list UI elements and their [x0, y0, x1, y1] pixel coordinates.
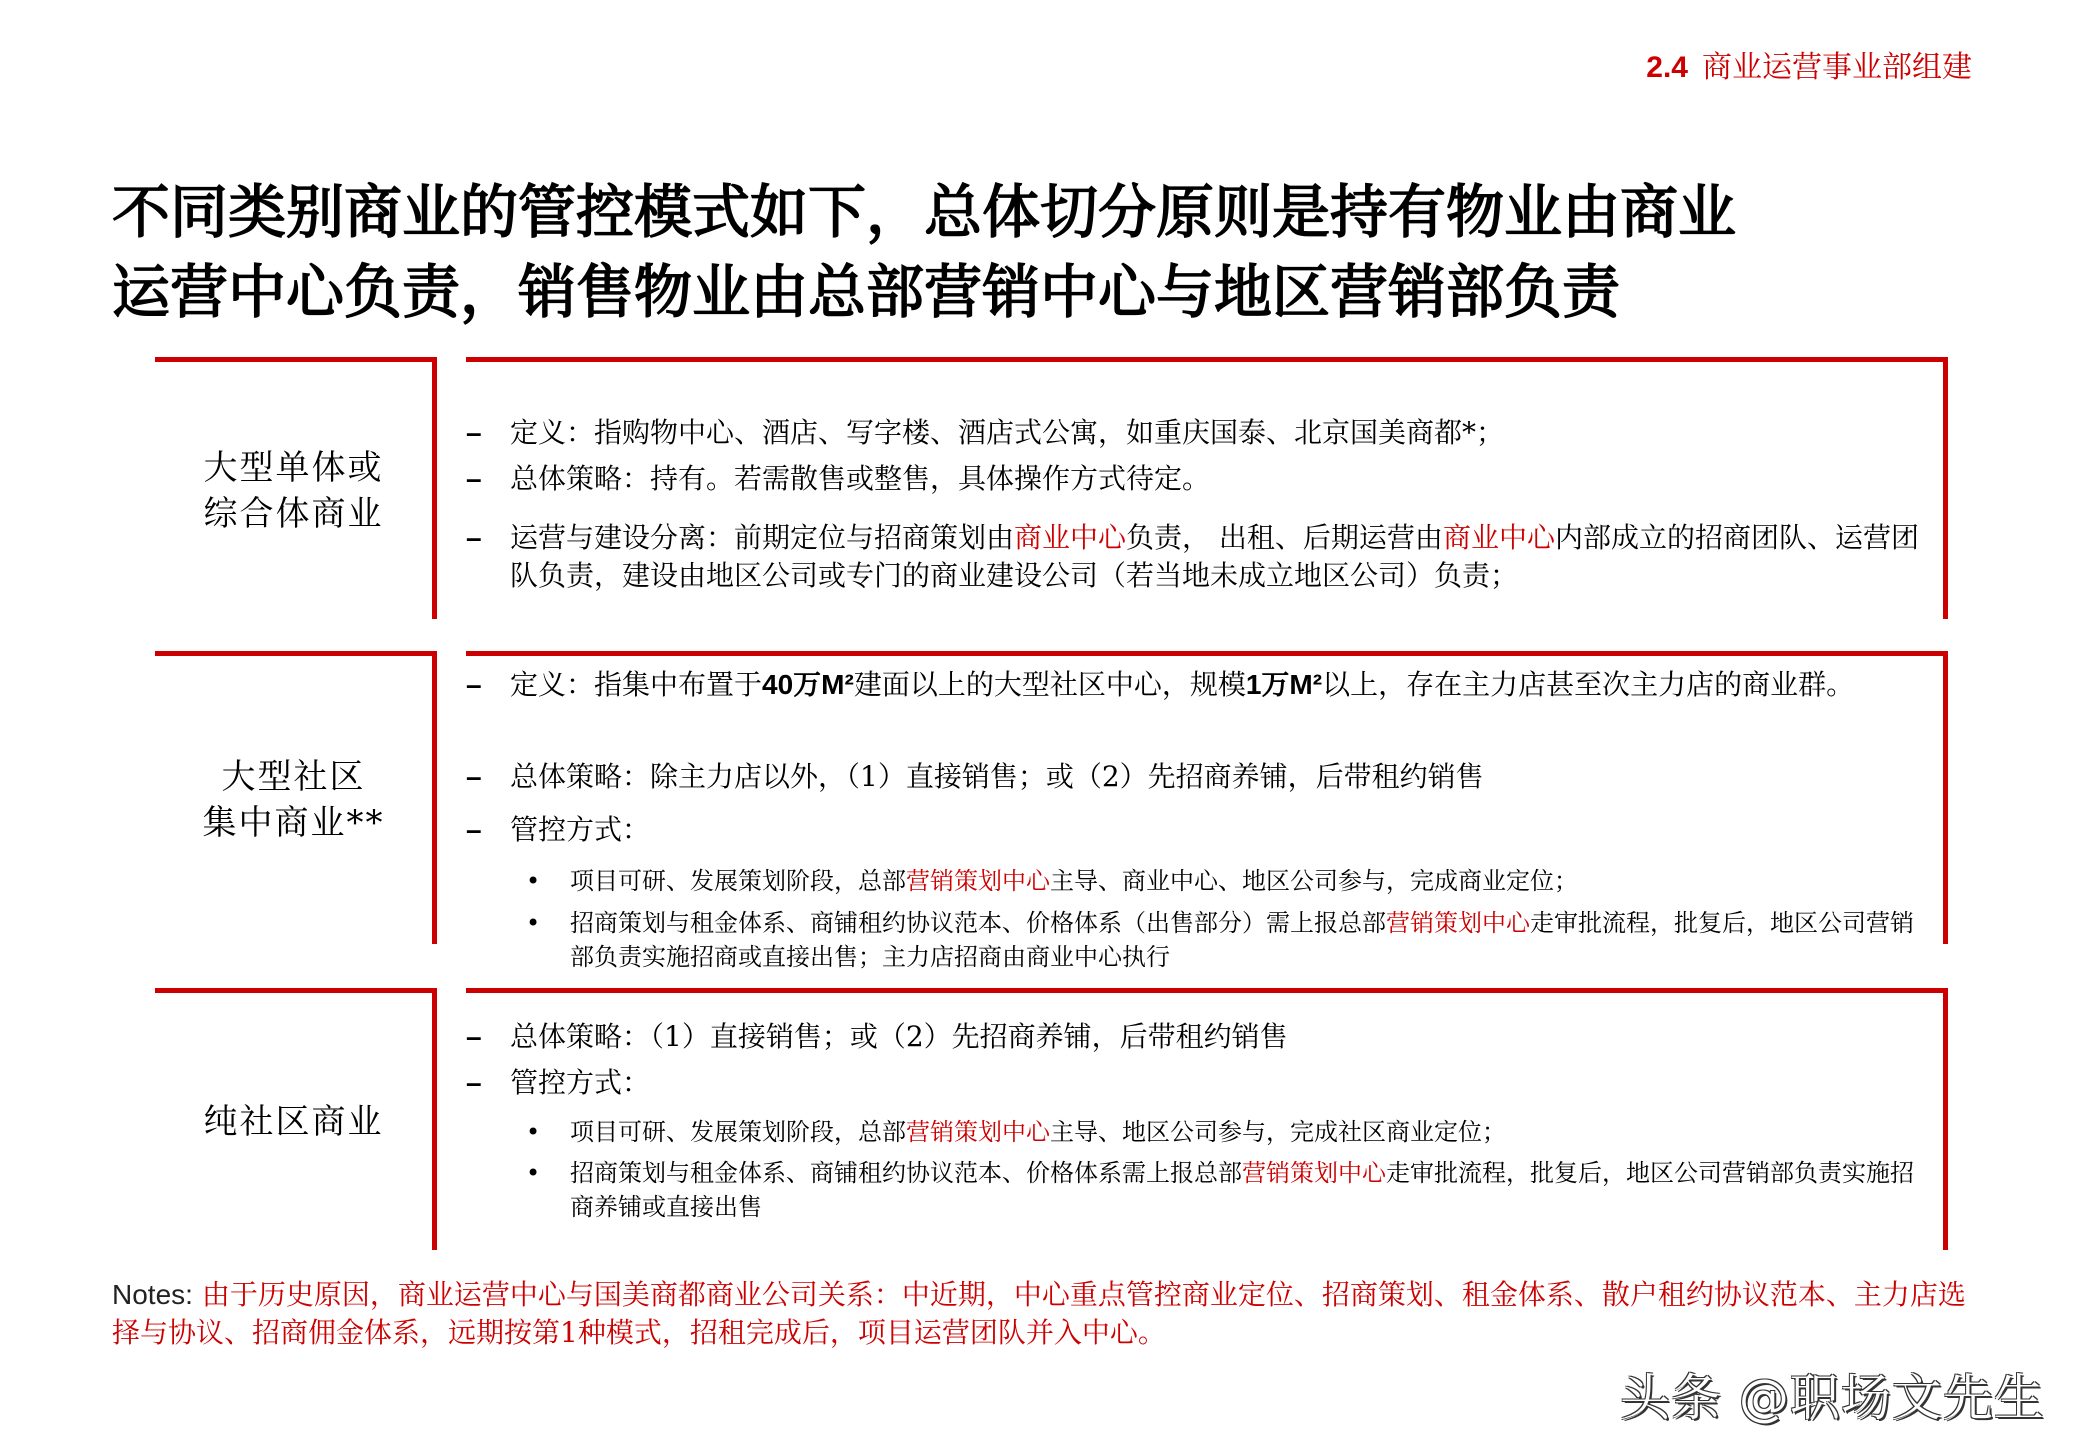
text-segment: 以上，存在主力店甚至次主力店的商业群。: [1322, 668, 1855, 701]
highlight-marketing-center: 营销策划中心: [1386, 909, 1530, 937]
sub-item-text: [570, 864, 1923, 898]
row-label-line-1: 大型单体或: [203, 447, 384, 488]
dash-bullet-icon: –: [466, 522, 482, 553]
item-text: [510, 666, 1923, 704]
item-text: 管控方式：: [510, 1066, 651, 1099]
highlight-business-center: 商业中心: [1442, 521, 1555, 554]
list-item: [466, 811, 1923, 849]
sub-item-text: [570, 1115, 1923, 1149]
list-item: [466, 519, 1923, 595]
item-text: 总体策略：除主力店以外，（1）直接销售；或（2）先招商养铺，后带租约销售: [510, 760, 1484, 793]
row-label: [155, 651, 437, 944]
row-label-line-1: 纯社区商业: [203, 1101, 384, 1142]
section-header: [1646, 42, 1972, 86]
list-item: [466, 414, 1923, 452]
row-label: [155, 988, 437, 1250]
page-title-line-1: 不同类别商业的管控模式如下，总体切分原则是持有物业由商业: [112, 178, 1737, 246]
sub-list-item: [526, 864, 1923, 898]
highlight-business-center: 商业中心: [1014, 521, 1127, 554]
area-value: 1万M²: [1245, 669, 1323, 700]
dot-bullet-icon: •: [526, 1118, 541, 1146]
row-large-complex: [155, 357, 1948, 619]
text-segment: 主导、地区公司参与，完成社区商业定位；: [1050, 1118, 1506, 1146]
row-label-line-2: 综合体商业: [203, 493, 384, 534]
text-segment: 招商策划与租金体系、商铺租约协议范本、价格体系需上报总部: [570, 1159, 1242, 1187]
sub-item-text: [570, 906, 1923, 974]
list-item: [466, 460, 1923, 498]
dot-bullet-icon: •: [526, 867, 541, 895]
area-value: 40万M²: [762, 669, 854, 700]
list-item: [466, 1064, 1923, 1102]
text-segment: 建面以上的大型社区中心，规模: [853, 668, 1246, 701]
dash-bullet-icon: –: [466, 761, 482, 792]
dot-bullet-icon: •: [526, 1159, 541, 1187]
page-title-line-2: 运营中心负责，销售物业由总部营销中心与地区营销部负责: [112, 258, 1621, 326]
row-community-centralized: [155, 651, 1948, 971]
dash-bullet-icon: –: [466, 669, 482, 700]
text-segment: 主导、商业中心、地区公司参与，完成商业定位；: [1050, 867, 1578, 895]
text-segment: 内部成立的招商团队、运营团队负责，建设由地区公司或专门的商业建设公司（若当地未成立地区公司）负责；: [510, 521, 1919, 592]
text-segment: 走审批流程，批复后，地区公司营销部负责实施招商养铺或直接出售: [570, 1159, 1914, 1221]
dash-bullet-icon: –: [466, 1021, 482, 1052]
item-text: 总体策略：持有。若需散售或整售，具体操作方式待定。: [510, 462, 1211, 495]
dot-bullet-icon: •: [526, 909, 541, 937]
text-segment: 负责， 出租、后期运营由: [1126, 521, 1443, 554]
section-title: 商业运营事业部组建: [1702, 51, 1972, 84]
sub-list-item: [526, 1115, 1923, 1149]
notes: [112, 1276, 1972, 1352]
row-pure-community: [155, 988, 1948, 1250]
item-text: 总体策略：（1）直接销售；或（2）先招商养铺，后带租约销售: [510, 1020, 1288, 1053]
row-label: [155, 357, 437, 619]
text-segment: 项目可研、发展策划阶段，总部: [570, 1118, 906, 1146]
notes-text: 由于历史原因，商业运营中心与国美商都商业公司关系：中近期，中心重点管控商业定位、招商策划、租金体系、散户租约协议范本、主力店选择与协议、招商佣金体系，远期按第1种模式，招租完成后，项目运营团队并入中心。: [112, 1278, 1966, 1349]
watermark: 头条 @职场文先生: [1620, 1369, 2045, 1427]
dash-bullet-icon: –: [466, 417, 482, 448]
page-title: [112, 172, 2012, 332]
list-item: [466, 666, 1923, 704]
dash-bullet-icon: –: [466, 1067, 482, 1098]
highlight-marketing-center: 营销策划中心: [906, 867, 1050, 895]
highlight-marketing-center: 营销策划中心: [906, 1118, 1050, 1146]
text-segment: 项目可研、发展策划阶段，总部: [570, 867, 906, 895]
row-label-line-1: 大型社区: [221, 757, 366, 797]
dash-bullet-icon: –: [466, 814, 482, 845]
row-label-line-2: 集中商业**: [202, 803, 385, 843]
row-content: [466, 988, 1948, 1250]
list-item: [466, 1018, 1923, 1056]
text-segment: 运营与建设分离：前期定位与招商策划由: [510, 521, 1015, 554]
sub-item-text: [570, 1156, 1923, 1224]
text-segment: 定义：指集中布置于: [510, 668, 763, 701]
section-number: 2.4: [1646, 51, 1688, 84]
text-segment: 招商策划与租金体系、商铺租约协议范本、价格体系（出售部分）需上报总部: [570, 909, 1386, 937]
item-text: 管控方式：: [510, 813, 651, 846]
row-content: [466, 651, 1948, 971]
list-item: [466, 758, 1923, 796]
text-segment: 走审批流程，批复后，地区公司营销部负责实施招商或直接出售；主力店招商由商业中心执行: [570, 909, 1914, 971]
row-content: [466, 357, 1948, 619]
highlight-marketing-center: 营销策划中心: [1242, 1159, 1386, 1187]
sub-list-item: [526, 906, 1923, 974]
notes-label: Notes:: [112, 1279, 193, 1310]
item-text: 定义：指购物中心、酒店、写字楼、酒店式公寓，如重庆国泰、北京国美商都*；: [510, 416, 1505, 449]
item-text: [510, 519, 1923, 595]
dash-bullet-icon: –: [466, 463, 482, 494]
sub-list-item: [526, 1156, 1923, 1224]
